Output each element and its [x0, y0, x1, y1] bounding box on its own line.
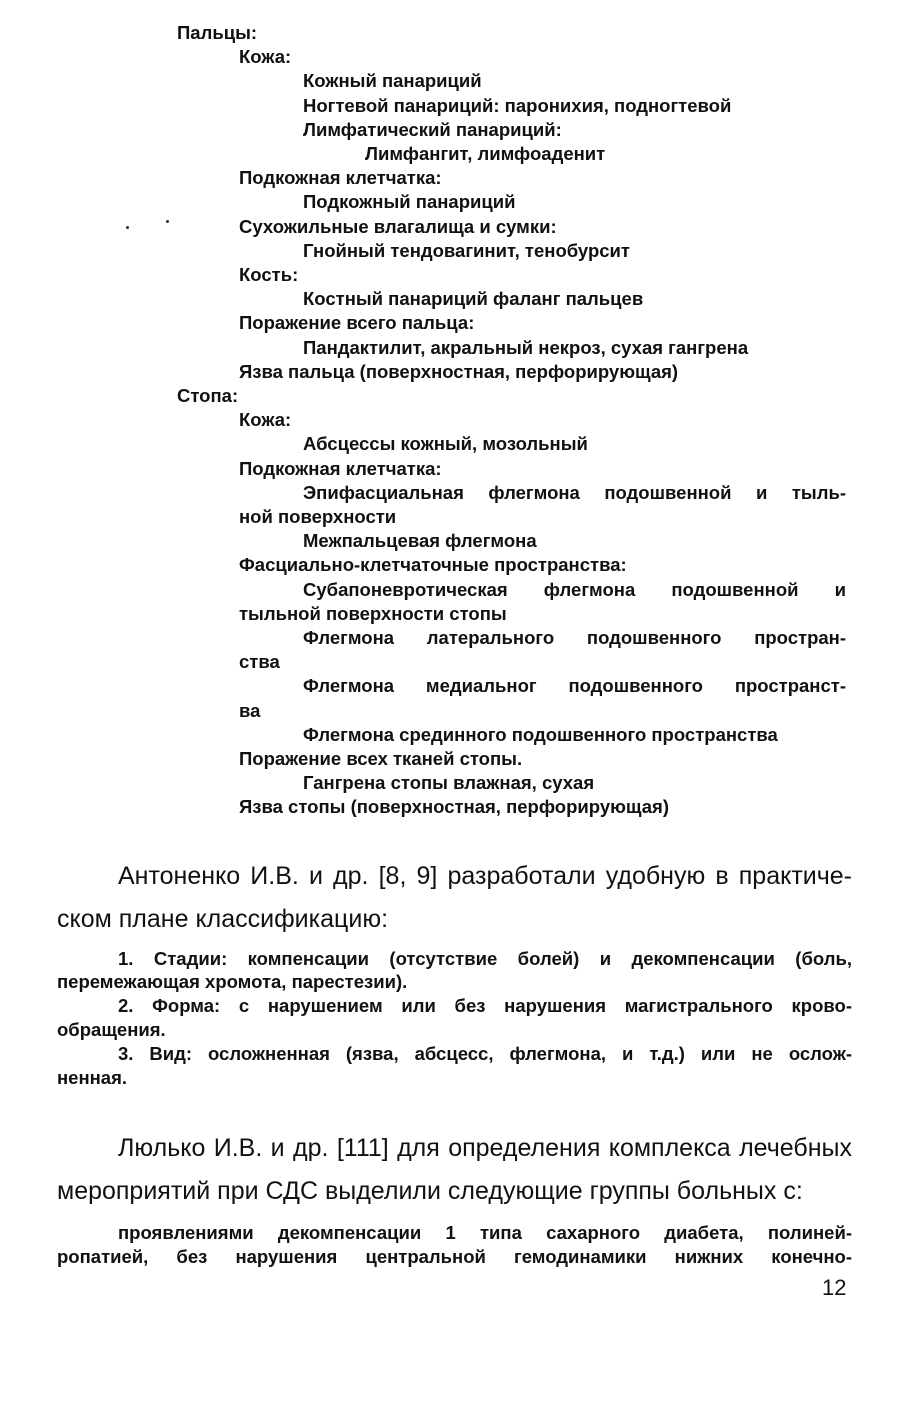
- classification-line: Подкожная клетчатка:: [239, 167, 442, 188]
- paragraph-2-line-2: мероприятий при СДС выделили следующие группы больных с:: [57, 1177, 803, 1205]
- classification-line: Ногтевой панариций: паронихия, подногтевой: [303, 95, 732, 116]
- classification-line: тыльной поверхности стопы: [239, 603, 507, 624]
- classification-line: Подкожный панариций: [303, 191, 516, 212]
- list-1-item-3-line-2: ненная.: [57, 1067, 128, 1088]
- classification-line: Абсцессы кожный, мозольный: [303, 433, 588, 454]
- classification-line: Межпальцевая флегмона: [303, 530, 537, 551]
- scan-speck: [166, 220, 169, 223]
- classification-line: Язва пальца (поверхностная, перфорирующая): [239, 361, 679, 382]
- classification-line: Лимфангит, лимфоаденит: [365, 143, 606, 164]
- list-1-item-2-line-2: обращения.: [57, 1019, 166, 1040]
- classification-line: Флегмона латерального подошвенного простран-: [303, 627, 846, 648]
- list-1-item-1-line-1: 1. Стадии: компенсации (отсутствие болей) и декомпенсации (боль,: [118, 948, 852, 969]
- classification-line: Гангрена стопы влажная, сухая: [303, 772, 595, 793]
- paragraph-1-line-1: Антоненко И.В. и др. [8, 9] разработали удобную в практиче-: [118, 862, 852, 890]
- classification-line: Сухожильные влагалища и сумки:: [239, 216, 557, 237]
- scan-speck: [126, 226, 129, 229]
- classification-line: Поражение всего пальца:: [239, 312, 475, 333]
- classification-line: ной поверхности: [239, 506, 397, 527]
- classification-line: Флегмона срединного подошвенного пространства: [303, 724, 778, 745]
- classification-line: Фасциально-клетчаточные пространства:: [239, 554, 627, 575]
- classification-line: Лимфатический панариций:: [303, 119, 562, 140]
- list-1-item-1-line-2: перемежающая хромота, парестезии).: [57, 971, 408, 992]
- classification-line: Костный панариций фаланг пальцев: [303, 288, 644, 309]
- classification-line: ва: [239, 700, 261, 721]
- classification-line: Кожа:: [239, 46, 292, 67]
- paragraph-2-line-1: Люлько И.В. и др. [111] для определения комплекса лечебных: [118, 1134, 852, 1162]
- classification-line: Язва стопы (поверхностная, перфорирующая): [239, 796, 669, 817]
- classification-line: Поражение всех тканей стопы.: [239, 748, 523, 769]
- list-2-line-1: проявлениями декомпенсации 1 типа сахарного диабета, полиней-: [118, 1222, 852, 1243]
- list-2-line-2: ропатией, без нарушения центральной гемодинамики нижних конечно-: [57, 1246, 852, 1267]
- classification-line: Субапоневротическая флегмона подошвенной и: [303, 579, 846, 600]
- list-1-item-3-line-1: 3. Вид: осложненная (язва, абсцесс, флегмона, и т.д.) или не ослож-: [118, 1043, 852, 1064]
- classification-line: Пандактилит, акральный некроз, сухая гангрена: [303, 337, 749, 358]
- classification-line: Кожа:: [239, 409, 292, 430]
- classification-line: Подкожная клетчатка:: [239, 458, 442, 479]
- classification-line: Стопа:: [177, 385, 239, 406]
- page-number: 12: [822, 1275, 847, 1300]
- list-1-item-2-line-1: 2. Форма: с нарушением или без нарушения магистрального крово-: [118, 995, 852, 1016]
- classification-line: Флегмона медиальног подошвенного пространст-: [303, 675, 846, 696]
- classification-line: Кость:: [239, 264, 299, 285]
- classification-line: Пальцы:: [177, 22, 258, 43]
- classification-line: Эпифасциальная флегмона подошвенной и тыль-: [303, 482, 846, 503]
- classification-line: Кожный панариций: [303, 70, 482, 91]
- classification-line: Гнойный тендовагинит, тенобурсит: [303, 240, 630, 261]
- paragraph-1-line-2: ском плане классификацию:: [57, 905, 389, 933]
- classification-line: ства: [239, 651, 280, 672]
